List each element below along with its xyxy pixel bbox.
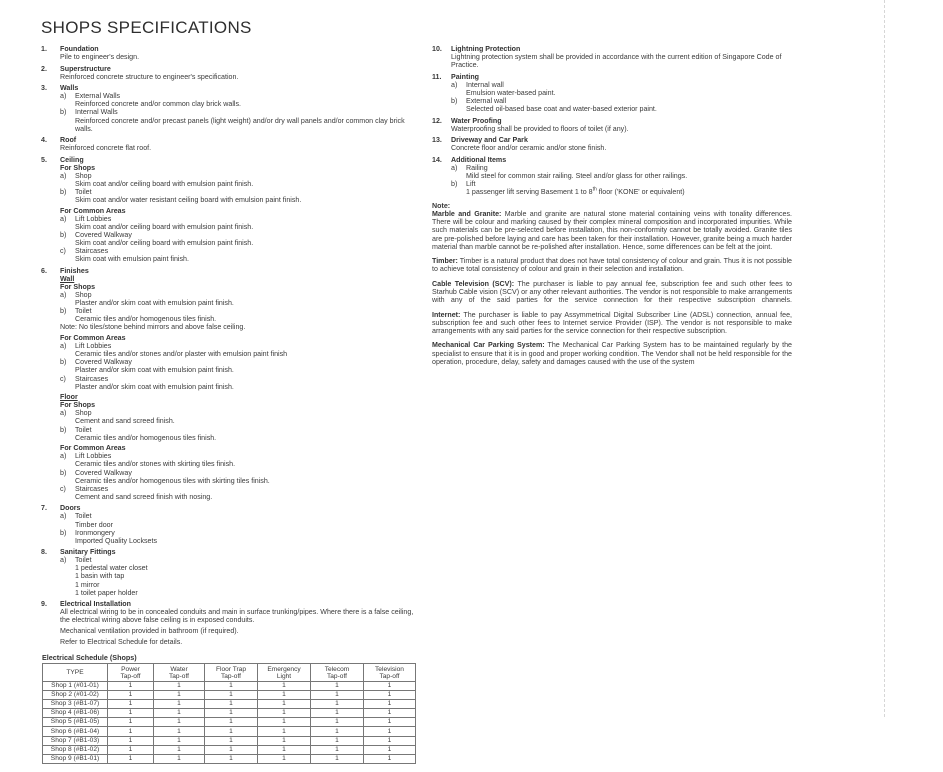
item-label: a) [60, 452, 67, 461]
item-label: a) [451, 163, 458, 172]
list-item [60, 307, 421, 315]
header-line: Light [276, 672, 292, 680]
cell-value: 1 [154, 700, 205, 709]
header-line: TYPE [66, 669, 84, 676]
item-label: a) [60, 342, 67, 351]
lift-text-end: floor ('KONE' or equivalent) [596, 188, 685, 197]
cell-value: 1 [258, 745, 311, 754]
section-heading: Roof [60, 136, 77, 145]
item-text: Selected oil-based base coat and water-based exterior paint. [466, 105, 657, 114]
item-label: a) [60, 171, 67, 180]
item-name: Toilet [75, 307, 92, 316]
table-row [43, 754, 416, 763]
section-foundation [41, 45, 421, 61]
list-item [60, 375, 421, 383]
note-label: Timber: [432, 257, 458, 266]
note-label: Mechanical Car Parking System: [432, 341, 545, 350]
item-label: b) [60, 425, 67, 434]
item-text [451, 188, 792, 196]
cell-value: 1 [311, 700, 364, 709]
section-roof [41, 136, 421, 152]
cell-value: 1 [108, 736, 154, 745]
item-text: Skim coat and/or ceiling board with emulsion paint finish. [75, 222, 254, 231]
list-item [60, 358, 421, 366]
cell-type: Shop 9 (#B1-01) [43, 754, 108, 763]
section-text: Lightning protection system shall be provided in accordance with the current edition of Singapore Code of Practice. [451, 53, 782, 70]
lift-text-superscript: th [592, 186, 597, 193]
section-number: 9. [41, 600, 47, 609]
item-label: b) [60, 231, 67, 240]
section-heading: Doors [60, 504, 81, 513]
section-number: 11. [432, 72, 442, 81]
item-name: Internal Walls [75, 108, 118, 117]
section-heading: Finishes [60, 266, 89, 275]
item-label: c) [60, 484, 66, 493]
cell-value: 1 [154, 709, 205, 718]
section-heading: Driveway and Car Park [451, 136, 528, 145]
section-text: Reinforced concrete structure to engineer's specification. [60, 72, 239, 81]
cell-value: 1 [205, 727, 258, 736]
item-text: Skim coat with emulsion paint finish. [75, 255, 189, 264]
section-number: 12. [432, 116, 442, 125]
section-number: 3. [41, 84, 47, 93]
cell-value: 1 [311, 754, 364, 763]
fitting-item: 1 pedestal water closet [75, 564, 148, 573]
cell-value: 1 [364, 736, 416, 745]
cell-type: Shop 5 (#B1-05) [43, 718, 108, 727]
item-label: a) [60, 512, 67, 521]
list-item [60, 485, 421, 493]
schedule-title: Electrical Schedule (Shops) [42, 653, 137, 662]
cell-value: 1 [205, 754, 258, 763]
item-text: Ceramic tiles and/or stones and/or plaster with emulsion paint finish [75, 350, 288, 359]
cell-value: 1 [258, 754, 311, 763]
item-name: Toilet [75, 188, 92, 197]
header-line: Tap-off [220, 672, 242, 680]
column-header-television [364, 664, 416, 682]
cell-value: 1 [108, 700, 154, 709]
page-edge-divider [884, 0, 885, 717]
item-text: Timber door [75, 520, 113, 529]
section-sanitary-fittings [41, 548, 421, 597]
section-heading: Walls [60, 84, 79, 93]
section-text: All electrical wiring to be in concealed conduits and main in surface trunking/pipes. Where there is a false ceiling, the electrical wiring above false ceiling is in exposed conduits. [60, 608, 414, 625]
fitting-item: 1 mirror [75, 580, 100, 589]
section-text: Concrete floor and/or ceramic and/or stone finish. [451, 144, 607, 153]
section-electrical-installation [41, 600, 421, 645]
list-item [451, 180, 792, 188]
section-doors [41, 504, 421, 544]
lift-text: 1 passenger lift serving Basement 1 to 8 [466, 188, 593, 197]
item-label: a) [60, 291, 67, 300]
list-item [451, 81, 792, 89]
cell-value: 1 [258, 727, 311, 736]
item-name: Lift Lobbies [75, 452, 112, 461]
subheading-floor: Floor [60, 393, 78, 402]
section-number: 2. [41, 64, 47, 73]
header-line: Floor Trap [215, 665, 247, 673]
column-header-floor-trap [205, 664, 258, 682]
section-number: 7. [41, 504, 47, 513]
list-item [60, 512, 421, 520]
cell-value: 1 [258, 691, 311, 700]
item-label: a) [451, 80, 458, 89]
cell-value: 1 [205, 682, 258, 691]
item-name: Lift Lobbies [75, 342, 112, 351]
subheading: For Common Areas [60, 444, 126, 453]
section-number: 1. [41, 45, 47, 53]
cell-value: 1 [364, 718, 416, 727]
section-text: Waterproofing shall be provided to floors of toilet (if any). [451, 124, 629, 133]
cell-value: 1 [258, 682, 311, 691]
list-item [60, 452, 421, 460]
cell-type: Shop 8 (#B1-02) [43, 745, 108, 754]
list-item [451, 97, 792, 105]
item-text: Cement and sand screed finish. [75, 417, 175, 426]
section-text: Mechanical ventilation provided in bathroom (if required). [60, 626, 239, 635]
cell-type: Shop 3 (#B1-07) [43, 700, 108, 709]
header-line: Water [170, 665, 188, 673]
item-text: Plaster and/or skim coat with emulsion paint finish. [75, 299, 234, 308]
section-text: Refer to Electrical Schedule for details. [60, 637, 183, 646]
item-name: Ironmongery [75, 528, 115, 537]
item-name: Staircases [75, 247, 109, 256]
list-item [60, 291, 421, 299]
subheading: For Common Areas [60, 206, 126, 215]
header-line: Television [375, 665, 404, 673]
page-title: SHOPS SPECIFICATIONS [41, 18, 252, 37]
item-name: Shop [75, 171, 92, 180]
cell-value: 1 [108, 754, 154, 763]
section-number: 4. [41, 136, 47, 145]
table-row [43, 745, 416, 754]
header-line: Telecom [324, 665, 350, 673]
cell-value: 1 [364, 727, 416, 736]
cell-value: 1 [108, 727, 154, 736]
list-item [451, 164, 792, 172]
table-row [43, 682, 416, 691]
cell-value: 1 [258, 709, 311, 718]
item-text: Ceramic tiles and/or homogenous tiles with skirting tiles finish. [75, 476, 270, 485]
list-item [60, 247, 421, 255]
list-item [60, 342, 421, 350]
item-text: Skim coat and/or ceiling board with emulsion paint finish. [75, 239, 254, 248]
cell-value: 1 [258, 700, 311, 709]
item-text: Reinforced concrete and/or precast panels (light weight) and/or dry wall panels and/or common clay brick walls. [75, 116, 405, 133]
list-item [60, 409, 421, 417]
cell-value: 1 [311, 709, 364, 718]
item-label: b) [451, 96, 458, 105]
header-line: Tap-off [168, 672, 190, 680]
list-item [60, 529, 421, 537]
list-item [60, 556, 421, 564]
item-label: b) [60, 358, 67, 367]
section-additional-items [432, 156, 792, 196]
table-row [43, 700, 416, 709]
section-heading: Lightning Protection [451, 45, 521, 53]
cell-value: 1 [154, 754, 205, 763]
note-label: Marble and Granite: [432, 210, 502, 219]
cell-value: 1 [311, 682, 364, 691]
section-heading: Superstructure [60, 64, 111, 73]
cell-value: 1 [154, 736, 205, 745]
list-item [60, 426, 421, 434]
section-heading: Sanitary Fittings [60, 548, 116, 557]
item-label: a) [60, 409, 67, 418]
item-name: Toilet [75, 425, 92, 434]
cell-value: 1 [258, 736, 311, 745]
note-timber [432, 257, 792, 273]
cell-value: 1 [205, 700, 258, 709]
note-cable-television [432, 280, 792, 304]
schedule-body [43, 682, 416, 764]
section-walls [41, 84, 421, 133]
cell-value: 1 [154, 718, 205, 727]
cell-value: 1 [364, 700, 416, 709]
left-column [41, 45, 421, 649]
header-line: Tap-off [379, 672, 400, 680]
table-row [43, 736, 416, 745]
list-item [60, 92, 421, 100]
item-name: Lift [466, 179, 476, 188]
list-item [60, 108, 421, 116]
item-text: Imported Quality Locksets [75, 536, 158, 545]
section-lightning-protection [432, 45, 792, 69]
cell-type: Shop 6 (#B1-04) [43, 727, 108, 736]
subheading-wall: Wall [60, 274, 75, 283]
cell-type: Shop 7 (#B1-03) [43, 736, 108, 745]
table-row [43, 727, 416, 736]
section-driveway-car-park [432, 136, 792, 152]
list-item [60, 469, 421, 477]
section-painting [432, 73, 792, 113]
item-name: Toilet [75, 512, 92, 521]
electrical-schedule-table [42, 663, 416, 764]
header-line: Tap-off [120, 672, 141, 680]
item-label: c) [60, 374, 66, 383]
column-header-emergency-light [258, 664, 311, 682]
item-label: b) [60, 188, 67, 197]
header-line: Power [121, 665, 140, 673]
item-label: a) [60, 556, 67, 565]
item-label: a) [60, 92, 67, 101]
item-label: b) [60, 528, 67, 537]
item-text: Ceramic tiles and/or stones with skirting tiles finish. [75, 460, 236, 469]
section-water-proofing [432, 117, 792, 133]
notes-heading: Note: [432, 202, 451, 211]
note-text: Marble and granite are natural stone material containing veins with tonality differences. There will be colour and marking caused by their complex mineral composition and incorporated impurities. While such materials can be pre-selected before installation, this non-conformity cannot be totally avoided. Granite tiles are pre-polished before laying and care has been taken for their installation. However, granite being a much harder material than marble cannot be re-polished after installation. Hence, some differences can be felt at the joint. [432, 210, 793, 251]
fitting-item: 1 basin with tap [75, 572, 125, 581]
item-text: Emulsion water-based paint. [466, 88, 556, 97]
table-row [43, 718, 416, 727]
item-name: Shop [75, 409, 92, 418]
cell-value: 1 [311, 736, 364, 745]
list-item [60, 231, 421, 239]
subheading: For Shops [60, 163, 96, 172]
cell-value: 1 [108, 718, 154, 727]
cell-value: 1 [108, 682, 154, 691]
item-label: b) [60, 468, 67, 477]
cell-value: 1 [364, 754, 416, 763]
section-text: Reinforced concrete flat roof. [60, 144, 152, 153]
note-text: Timber is a natural product that does not have total consistency of colour and grain. Thus it is not possible to achieve total consistency of colour and grain in their selection and installation. [432, 257, 792, 274]
list-item [60, 215, 421, 223]
list-item [60, 188, 421, 196]
section-heading: Ceiling [60, 155, 84, 164]
subheading: For Shops [60, 401, 96, 410]
section-number: 8. [41, 548, 47, 557]
item-name: Staircases [75, 374, 109, 383]
header-line: Emergency [267, 665, 301, 673]
item-label: b) [451, 179, 458, 188]
item-name: Covered Walkway [75, 231, 132, 240]
section-number: 6. [41, 266, 47, 275]
cell-value: 1 [205, 709, 258, 718]
item-label: b) [60, 307, 67, 316]
item-name: Covered Walkway [75, 358, 132, 367]
item-text: Plaster and/or skim coat with emulsion paint finish. [75, 382, 234, 391]
cell-value: 1 [364, 745, 416, 754]
section-heading: Water Proofing [451, 116, 502, 125]
item-name: Shop [75, 291, 92, 300]
header-line: Tap-off [326, 672, 348, 680]
cell-type: Shop 1 (#01-01) [43, 682, 108, 691]
section-number: 10. [432, 45, 442, 53]
cell-value: 1 [258, 718, 311, 727]
column-header-type [43, 664, 108, 682]
cell-type: Shop 2 (#01-02) [43, 691, 108, 700]
cell-value: 1 [108, 745, 154, 754]
section-heading: Painting [451, 72, 479, 81]
cell-value: 1 [205, 736, 258, 745]
table-header-row [43, 664, 416, 682]
item-text: Skim coat and/or ceiling board with emulsion paint finish. [75, 179, 254, 188]
item-name: Lift Lobbies [75, 214, 112, 223]
section-number: 13. [432, 136, 442, 145]
item-name: External Walls [75, 92, 121, 101]
item-text: Cement and sand screed finish with nosing. [75, 492, 213, 501]
note-marble-granite [432, 210, 792, 250]
cell-value: 1 [205, 718, 258, 727]
note-text: The purchaser is liable to pay Assymmetrical Digital Subscriber Line (ADSL) connection, annual fee, subscription fee and such other fees to Internet service Provider (ISP). The vendor is not responsible to make arrangements with any said parties for the service connection for their respective subscription. [432, 310, 792, 335]
item-text: Mild steel for common stair railing. Steel and/or glass for other railings. [466, 171, 688, 180]
cell-value: 1 [205, 691, 258, 700]
electrical-schedule [42, 653, 416, 764]
subheading: For Shops [60, 282, 96, 291]
item-name: Toilet [75, 556, 92, 565]
column-header-telecom [311, 664, 364, 682]
item-text: Ceramic tiles and/or homogenous tiles finish. [75, 315, 217, 324]
item-label: a) [60, 214, 67, 223]
note-mechanical-parking [432, 341, 792, 365]
item-name: Internal wall [466, 80, 504, 89]
table-row [43, 691, 416, 700]
item-text: Ceramic tiles and/or homogenous tiles finish. [75, 433, 217, 442]
item-name: Covered Walkway [75, 468, 132, 477]
section-finishes [41, 267, 421, 501]
cell-value: 1 [154, 727, 205, 736]
item-name: Staircases [75, 484, 109, 493]
cell-type: Shop 4 (#B1-06) [43, 709, 108, 718]
item-text: Reinforced concrete and/or common clay brick walls. [75, 100, 241, 109]
item-label: c) [60, 247, 66, 256]
section-text: Pile to engineer's design. [60, 53, 140, 62]
cell-value: 1 [311, 727, 364, 736]
section-heading: Foundation [60, 45, 99, 53]
section-number: 5. [41, 155, 47, 164]
note-label: Internet: [432, 310, 461, 319]
cell-value: 1 [311, 691, 364, 700]
cell-value: 1 [108, 709, 154, 718]
list-item [60, 172, 421, 180]
item-text: Plaster and/or skim coat with emulsion paint finish. [75, 366, 234, 375]
subheading: For Common Areas [60, 334, 126, 343]
cell-value: 1 [364, 682, 416, 691]
section-heading: Electrical Installation [60, 600, 131, 609]
item-text: Skim coat and/or water resistant ceiling board with emulsion paint finish. [75, 196, 302, 205]
note-text: The purchaser is liable to pay annual fee, subscription fee and such other fees to Starhub Cable vision (SCV) or any other relevant authorities. The vendor is not responsible to make arrangements with any of the said parties for the service connection for their respective subscription channels. [432, 279, 792, 305]
cell-value: 1 [364, 691, 416, 700]
fitting-item: 1 toilet paper holder [75, 588, 138, 597]
cell-value: 1 [364, 709, 416, 718]
section-superstructure [41, 65, 421, 81]
cell-value: 1 [154, 745, 205, 754]
item-label: b) [60, 108, 67, 117]
cell-value: 1 [108, 691, 154, 700]
cell-value: 1 [154, 691, 205, 700]
column-header-water [154, 664, 205, 682]
right-column [432, 45, 792, 372]
item-name: External wall [466, 96, 507, 105]
wall-note: Note: No tiles/stone behind mirrors and above false ceiling. [60, 323, 246, 332]
item-name: Railing [466, 163, 488, 172]
section-heading: Additional Items [451, 155, 507, 164]
cell-value: 1 [205, 745, 258, 754]
cell-value: 1 [154, 682, 205, 691]
cell-value: 1 [311, 745, 364, 754]
note-label: Cable Television (SCV): [432, 279, 515, 288]
section-number: 14. [432, 155, 442, 164]
column-header-power [108, 664, 154, 682]
section-ceiling [41, 156, 421, 264]
cell-value: 1 [311, 718, 364, 727]
note-internet [432, 311, 792, 335]
note-text: The Mechanical Car Parking System has to be maintained regularly by the specialist to ensure that it is in good and proper working condition. The Vendor shall not be held responsible for the operation, procedure, delay, safety and damages caused with the use of the system [432, 341, 793, 366]
